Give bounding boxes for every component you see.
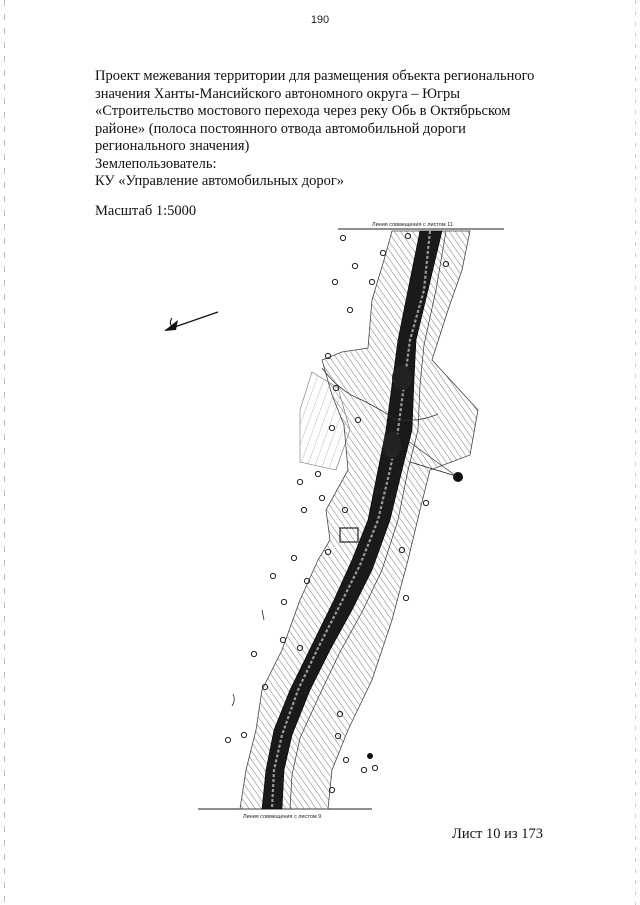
land-user-value: КУ «Управление автомобильных дорог» [95, 173, 345, 189]
match-line-bottom [198, 809, 372, 820]
tick-mark [232, 694, 234, 706]
sheet-number: Лист 10 из 173 [452, 826, 543, 842]
land-user-label: Землепользователь: [95, 155, 217, 172]
title-line: Проект межевания территории для размещения объекта регионального [95, 68, 535, 84]
title-line: значения Ханты-Мансийского автономного округа – Югры [95, 85, 460, 102]
title-line: «Строительство мостового перехода через реку Обь в Октябрьском [95, 103, 511, 119]
interchange-node [383, 431, 401, 459]
page-number: 190 [310, 14, 330, 26]
benchmark-marker [367, 753, 373, 759]
north-arrow-icon [164, 312, 218, 331]
hatched-land-area [240, 231, 478, 809]
title-line: регионального значения) [95, 138, 250, 154]
match-line-top [338, 222, 504, 229]
interchange-node [392, 366, 412, 390]
title-line: районе» (полоса постоянного отвода автомобильной дороги [95, 120, 466, 137]
tick-mark [262, 610, 264, 620]
match-line-top-label: Линия совмещения с листом 11 [372, 222, 453, 228]
map-scale: Масштаб 1:5000 [95, 203, 197, 219]
match-line-bottom-label: Линия совмещения с листом 9 [243, 814, 322, 820]
